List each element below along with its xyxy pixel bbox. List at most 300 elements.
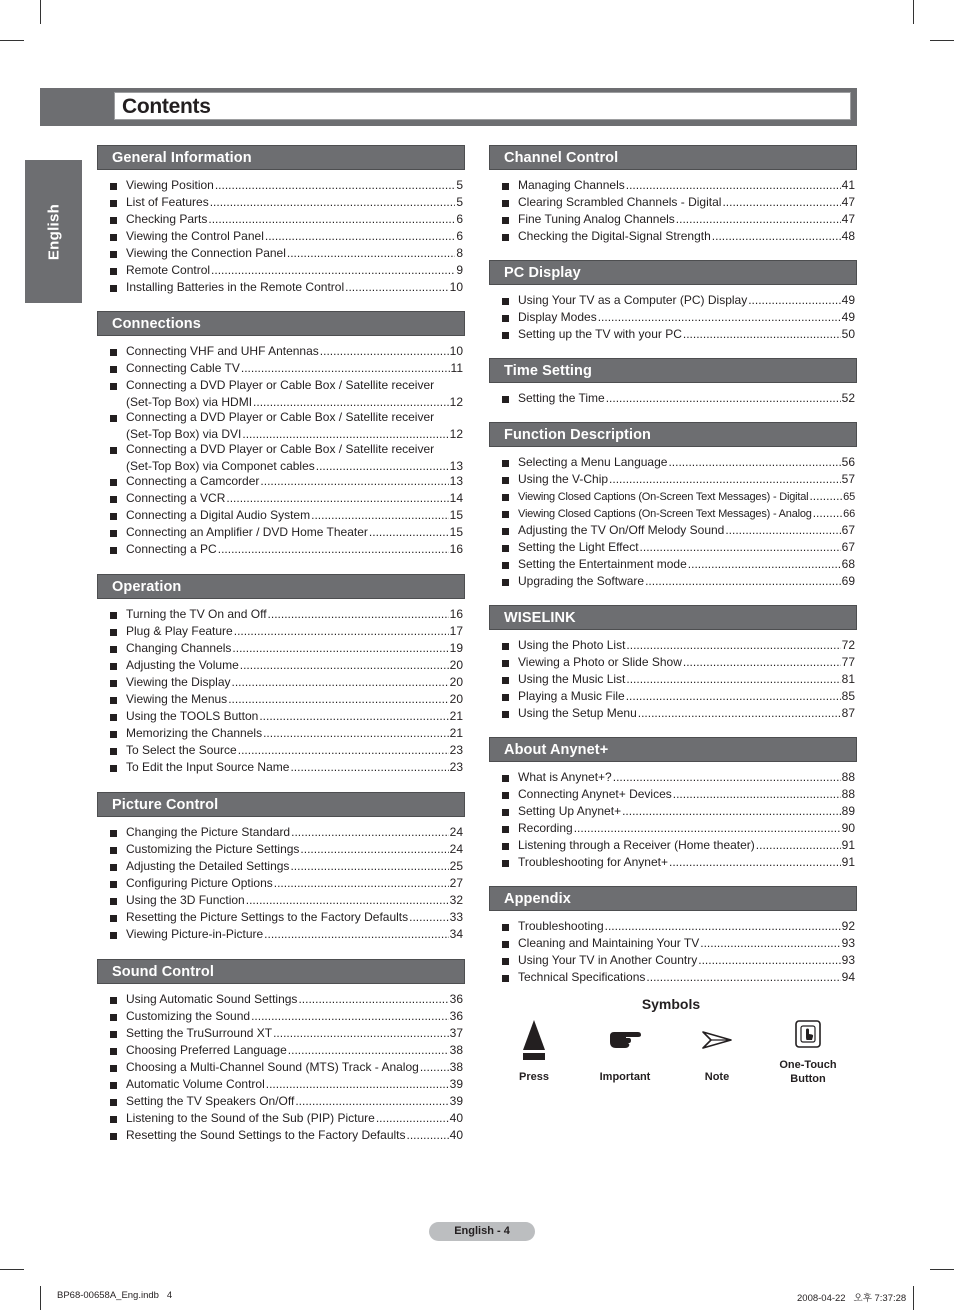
toc-entry[interactable]: [489, 471, 857, 488]
toc-entry-page-number: 57: [841, 472, 855, 486]
dot-leader: [273, 1025, 449, 1042]
toc-entry[interactable]: [97, 245, 465, 262]
toc-entry[interactable]: [97, 343, 465, 360]
toc-entry-page-number: 85: [841, 689, 855, 703]
toc-entry[interactable]: [489, 786, 857, 803]
toc-entry-page-number: 48: [841, 229, 855, 243]
toc-section: [489, 358, 857, 407]
toc-entry-title: Connecting a VCR: [126, 491, 226, 505]
toc-entry-title: Clearing Scrambled Channels - Digital: [518, 195, 722, 209]
press-arrow-icon: [494, 1018, 574, 1062]
toc-entry-title: Configuring Picture Options: [126, 876, 273, 890]
dot-leader: [688, 556, 841, 573]
toc-entry-title: Connecting an Amplifier / DVD Home Theater: [126, 525, 368, 539]
toc-entry[interactable]: [489, 688, 857, 705]
toc-entry-title: Setting the Entertainment mode: [518, 557, 687, 571]
page-title-bar: [40, 88, 857, 126]
toc-entry[interactable]: [97, 674, 465, 691]
toc-entry-row: [518, 194, 855, 211]
toc-entry-page-number: 77: [841, 655, 855, 669]
toc-entry-page-number: 13: [449, 459, 463, 473]
toc-entry-page-number: 68: [841, 557, 855, 571]
toc-entry-row: [126, 507, 463, 524]
toc-entry-title: Using Your TV in Another Country: [518, 953, 698, 967]
toc-entry-row: [518, 952, 855, 969]
toc-entry-page-number: 39: [449, 1094, 463, 1108]
toc-entry[interactable]: [97, 892, 465, 909]
dot-leader: [226, 490, 448, 507]
toc-entry[interactable]: [489, 309, 857, 326]
toc-entry[interactable]: [489, 326, 857, 343]
toc-section: [97, 145, 465, 296]
dot-leader: [646, 969, 840, 986]
toc-entry-title: Listening to the Sound of the Sub (PIP) Picture: [126, 1111, 375, 1125]
crop-mark: [930, 40, 954, 41]
toc-right-column: [489, 145, 857, 986]
toc-entry-page-number: 91: [841, 838, 855, 852]
toc-entry[interactable]: [489, 505, 857, 522]
toc-entry-title: Selecting a Menu Language: [518, 455, 668, 469]
toc-entry-row: [126, 245, 463, 262]
toc-entry[interactable]: [97, 1059, 465, 1076]
toc-entry-page-number: 69: [841, 574, 855, 588]
toc-entry[interactable]: [489, 918, 857, 935]
toc-entry[interactable]: [97, 211, 465, 228]
toc-entry-title: Display Modes: [518, 310, 597, 324]
toc-entry-row: [126, 524, 463, 541]
dot-leader: [288, 1042, 449, 1059]
toc-entry[interactable]: [97, 623, 465, 640]
toc-entry-title-line: Connecting a DVD Player or Cable Box / Satellite receiver: [126, 410, 435, 424]
section-heading: Appendix: [489, 886, 857, 911]
symbol-note-label: Note: [704, 1071, 730, 1083]
toc-entry[interactable]: [97, 1025, 465, 1042]
toc-entry[interactable]: [97, 691, 465, 708]
toc-entry-page-number: 25: [449, 859, 463, 873]
toc-entry-title: What is Anynet+?: [518, 770, 612, 784]
toc-entry-title: Viewing Picture-in-Picture: [126, 927, 264, 941]
dot-leader: [268, 606, 449, 623]
toc-entry-page-number: 93: [841, 936, 855, 950]
toc-entry-page-number: 9: [456, 263, 463, 277]
toc-entry[interactable]: [489, 573, 857, 590]
dot-leader: [295, 1093, 448, 1110]
toc-entry[interactable]: [97, 360, 465, 377]
toc-entry[interactable]: [489, 769, 857, 786]
symbol-note: [677, 1018, 757, 1084]
toc-entry-page-number: 20: [449, 675, 463, 689]
toc-entry[interactable]: [97, 926, 465, 943]
toc-entry-title: Using the Setup Menu: [518, 706, 637, 720]
toc-entry-page-number: 20: [449, 658, 463, 672]
toc-entry-title: Checking Parts: [126, 212, 208, 226]
dot-leader: [748, 292, 840, 309]
toc-entry-page-number: 47: [841, 212, 855, 226]
toc-entry[interactable]: [97, 194, 465, 211]
toc-entry-row: [518, 326, 855, 343]
toc-entry-title: Resetting the Sound Settings to the Factory Defaults: [126, 1128, 406, 1142]
toc-entry-title: List of Features: [126, 195, 209, 209]
dot-leader: [683, 326, 841, 343]
toc-entry[interactable]: [97, 841, 465, 858]
toc-entry-row: [518, 854, 855, 871]
toc-entry[interactable]: [489, 705, 857, 722]
toc-entry[interactable]: [489, 969, 857, 986]
toc-entry-title: Adjusting the Volume: [126, 658, 239, 672]
toc-entry-row: [518, 471, 855, 488]
toc-entry-row: [126, 1042, 463, 1059]
toc-entry[interactable]: [489, 854, 857, 871]
toc-entry-title: Plug & Play Feature: [126, 624, 233, 638]
toc-entry[interactable]: [489, 637, 857, 654]
toc-entry-row: [518, 522, 855, 539]
toc-entry-row: [126, 1025, 463, 1042]
dot-leader: [626, 177, 841, 194]
dot-leader: [638, 705, 841, 722]
toc-entry[interactable]: [97, 708, 465, 725]
toc-entry-page-number: 91: [841, 855, 855, 869]
toc-entry-page-number: 36: [449, 992, 463, 1006]
crop-mark: [0, 40, 24, 41]
toc-entry-title: Adjusting the Detailed Settings: [126, 859, 290, 873]
toc-entry-title: Cleaning and Maintaining Your TV: [518, 936, 700, 950]
toc-entry-title: Setting the Time: [518, 391, 605, 405]
toc-entry-title: Connecting a Digital Audio System: [126, 508, 311, 522]
toc-entry[interactable]: [97, 759, 465, 776]
toc-entry-row: [518, 539, 855, 556]
toc-entry-row: [518, 705, 855, 722]
toc-entry-page-number: 6: [456, 229, 463, 243]
dot-leader: [626, 671, 840, 688]
toc-entry[interactable]: [97, 1042, 465, 1059]
toc-entry[interactable]: [489, 522, 857, 539]
toc-entry[interactable]: [97, 991, 465, 1008]
dot-leader: [208, 211, 455, 228]
toc-entry-row: [126, 991, 463, 1008]
toc-entry[interactable]: [489, 837, 857, 854]
toc-entry-title: To Select the Source: [126, 743, 237, 757]
section-heading: About Anynet+: [489, 737, 857, 762]
toc-entry-title: Using the TOOLS Button: [126, 709, 259, 723]
toc-entry[interactable]: [97, 1110, 465, 1127]
toc-section: [97, 959, 465, 1144]
toc-entry[interactable]: [97, 1127, 465, 1144]
dot-leader: [809, 488, 842, 505]
toc-entry-title: Changing the Picture Standard: [126, 825, 291, 839]
toc-entry[interactable]: [97, 377, 465, 409]
symbol-one-touch-label: One-Touch Button: [779, 1059, 837, 1085]
toc-entry[interactable]: [97, 1076, 465, 1093]
toc-entry-row: [126, 875, 463, 892]
section-heading: Connections: [97, 311, 465, 336]
toc-entry-title: Fine Tuning Analog Channels: [518, 212, 675, 226]
toc-entry[interactable]: [97, 441, 465, 473]
toc-entry[interactable]: [97, 473, 465, 490]
toc-entry-page-number: 40: [449, 1128, 463, 1142]
dot-leader: [260, 473, 448, 490]
dot-leader: [290, 858, 448, 875]
dot-leader: [232, 640, 448, 657]
toc-entry-row: [126, 490, 463, 507]
toc-entry-title: Viewing Closed Captions (On-Screen Text Messages) - Analog: [518, 508, 812, 520]
toc-entry[interactable]: [489, 671, 857, 688]
toc-entry-page-number: 38: [449, 1043, 463, 1057]
toc-entry[interactable]: [97, 279, 465, 296]
toc-entry[interactable]: [489, 211, 857, 228]
section-entries: [97, 817, 465, 943]
toc-entry-title: Using the 3D Function: [126, 893, 245, 907]
toc-entry-title: Choosing Preferred Language: [126, 1043, 287, 1057]
dot-leader: [259, 708, 448, 725]
toc-entry-row: [126, 1110, 463, 1127]
symbol-press: [494, 1018, 574, 1084]
toc-entry-title: Setting up the TV with your PC: [518, 327, 682, 341]
toc-entry-title: Customizing the Sound: [126, 1009, 251, 1023]
toc-entry[interactable]: [97, 524, 465, 541]
toc-entry[interactable]: [489, 390, 857, 407]
dot-leader: [264, 926, 448, 943]
toc-entry-title: Setting the TruSurround XT: [126, 1026, 273, 1040]
toc-entry-page-number: 10: [449, 280, 463, 294]
toc-entry[interactable]: [97, 409, 465, 441]
section-entries: [489, 630, 857, 722]
toc-entry[interactable]: [97, 1093, 465, 1110]
toc-entry-row: [126, 725, 463, 742]
crop-mark: [930, 1269, 954, 1270]
toc-entry-page-number: 47: [841, 195, 855, 209]
toc-entry-title: Checking the Digital-Signal Strength: [518, 229, 711, 243]
dot-leader: [240, 657, 449, 674]
toc-entry[interactable]: [97, 909, 465, 926]
toc-entry[interactable]: [97, 1008, 465, 1025]
toc-entry-page-number: 67: [841, 540, 855, 554]
toc-entry-page-number: 34: [449, 927, 463, 941]
section-heading: PC Display: [489, 260, 857, 285]
toc-entry[interactable]: [97, 742, 465, 759]
toc-entry[interactable]: [489, 935, 857, 952]
toc-entry-row: [126, 606, 463, 623]
toc-entry-title: (Set-Top Box) via DVI: [126, 427, 242, 441]
toc-entry-row: [518, 556, 855, 573]
section-heading: Sound Control: [97, 959, 465, 984]
toc-entry[interactable]: [489, 539, 857, 556]
toc-entry[interactable]: [97, 824, 465, 841]
toc-entry-title: Viewing a Photo or Slide Show: [518, 655, 682, 669]
toc-entry-page-number: 90: [841, 821, 855, 835]
toc-entry-title: Using Automatic Sound Settings: [126, 992, 298, 1006]
dot-leader: [215, 177, 455, 194]
toc-entry-title: Listening through a Receiver (Home theater): [518, 838, 755, 852]
toc-entry-page-number: 37: [449, 1026, 463, 1040]
dot-leader: [238, 742, 449, 759]
toc-section: [97, 792, 465, 943]
dot-leader: [287, 245, 455, 262]
toc-entry-title: Customizing the Picture Settings: [126, 842, 300, 856]
crop-mark: [913, 1286, 914, 1310]
toc-entry-page-number: 27: [449, 876, 463, 890]
toc-entry[interactable]: [489, 556, 857, 573]
dot-leader: [407, 1127, 449, 1144]
section-heading: Channel Control: [489, 145, 857, 170]
toc-entry-title: Using the V-Chip: [518, 472, 609, 486]
toc-entry-page-number: 32: [449, 893, 463, 907]
toc-entry-row: [126, 228, 463, 245]
toc-entry-row: [518, 573, 855, 590]
toc-entry[interactable]: [97, 490, 465, 507]
toc-entry-title: Troubleshooting for Anynet+: [518, 855, 668, 869]
toc-entry[interactable]: [489, 194, 857, 211]
dot-leader: [676, 211, 841, 228]
toc-entry-row: [518, 786, 855, 803]
toc-entry-title: Connecting Cable TV: [126, 361, 240, 375]
toc-entry-page-number: 21: [449, 726, 463, 740]
toc-entry-row: [126, 759, 463, 776]
toc-entry-row: [518, 769, 855, 786]
toc-entry-title: Technical Specifications: [518, 970, 646, 984]
toc-entry-title: Viewing the Display: [126, 675, 231, 689]
toc-entry[interactable]: [489, 803, 857, 820]
toc-entry[interactable]: [97, 262, 465, 279]
crop-mark: [40, 1286, 41, 1310]
toc-entry-row: [518, 918, 855, 935]
toc-entry[interactable]: [489, 820, 857, 837]
dot-leader: [246, 892, 449, 909]
crop-mark: [40, 0, 41, 24]
toc-entry-page-number: 13: [449, 474, 463, 488]
toc-entry-page-number: 92: [841, 919, 855, 933]
toc-entry[interactable]: [489, 292, 857, 309]
toc-entry[interactable]: [97, 541, 465, 558]
dot-leader: [574, 820, 841, 837]
toc-entry-row: [518, 454, 855, 471]
toc-entry[interactable]: [97, 875, 465, 892]
section-heading: Function Description: [489, 422, 857, 447]
toc-entry-page-number: 38: [449, 1060, 463, 1074]
section-entries: [97, 984, 465, 1144]
toc-entry-row: [518, 671, 855, 688]
section-entries: [97, 170, 465, 296]
toc-entry-row: [518, 837, 855, 854]
toc-entry[interactable]: [489, 952, 857, 969]
dot-leader: [622, 803, 841, 820]
toc-entry-page-number: 87: [841, 706, 855, 720]
toc-entry-page-number: 16: [449, 607, 463, 621]
toc-entry-row: [518, 177, 855, 194]
dot-leader: [420, 1059, 449, 1076]
symbol-press-label: Press: [519, 1071, 549, 1083]
toc-entry-row: [126, 473, 463, 490]
dot-leader: [605, 918, 841, 935]
toc-entry-page-number: 10: [449, 344, 463, 358]
toc-entry-page-number: 89: [841, 804, 855, 818]
toc-entry-title: Playing a Music File: [518, 689, 625, 703]
dot-leader: [626, 688, 841, 705]
section-entries: [97, 599, 465, 776]
toc-entry[interactable]: [489, 177, 857, 194]
dot-leader: [311, 507, 449, 524]
toc-entry[interactable]: [97, 606, 465, 623]
toc-entry-row: [126, 824, 463, 841]
toc-entry[interactable]: [97, 177, 465, 194]
dot-leader: [645, 573, 841, 590]
section-heading: WISELINK: [489, 605, 857, 630]
symbols-legend: [489, 996, 857, 1096]
toc-entry[interactable]: [97, 858, 465, 875]
toc-entry-row: [126, 691, 463, 708]
toc-entry-page-number: 24: [449, 842, 463, 856]
toc-entry-page-number: 12: [449, 395, 463, 409]
dot-leader: [609, 471, 841, 488]
toc-entry-title: Using the Photo List: [518, 638, 626, 652]
toc-entry-title: Turning the TV On and Off: [126, 607, 267, 621]
language-side-tab-label: English: [45, 203, 62, 260]
toc-entry-page-number: 67: [841, 523, 855, 537]
toc-entry[interactable]: [97, 657, 465, 674]
toc-section: [489, 260, 857, 343]
toc-entry-row: [126, 1127, 463, 1144]
section-entries: [489, 911, 857, 986]
toc-entry-title: To Edit the Input Source Name: [126, 760, 290, 774]
toc-entry-page-number: 41: [841, 178, 855, 192]
toc-entry[interactable]: [489, 654, 857, 671]
toc-entry-row: [518, 654, 855, 671]
toc-entry[interactable]: [97, 725, 465, 742]
toc-entry-row: [126, 1008, 463, 1025]
toc-entry[interactable]: [97, 640, 465, 657]
toc-entry[interactable]: [489, 454, 857, 471]
pointing-hand-icon: [585, 1018, 665, 1062]
toc-entry-row: [126, 640, 463, 657]
section-entries: [489, 447, 857, 590]
toc-entry-row: [518, 211, 855, 228]
toc-entry[interactable]: [489, 488, 857, 505]
page-title-box: [114, 92, 851, 120]
dot-leader: [700, 935, 840, 952]
toc-entry-row: [518, 935, 855, 952]
language-side-tab: [25, 160, 82, 303]
toc-entry-page-number: 11: [450, 361, 463, 375]
toc-entry[interactable]: [489, 228, 857, 245]
toc-entry-row: [518, 505, 855, 523]
toc-entry-row: [126, 858, 463, 875]
toc-entry[interactable]: [97, 228, 465, 245]
toc-entry-title: Upgrading the Software: [518, 574, 645, 588]
toc-entry[interactable]: [97, 507, 465, 524]
toc-entry-title: Setting the Light Effect: [518, 540, 639, 554]
toc-entry-title: Changing Channels: [126, 641, 232, 655]
dot-leader: [369, 524, 449, 541]
toc-entry-row: [126, 892, 463, 909]
dot-leader: [626, 637, 840, 654]
toc-entry-page-number: 15: [449, 508, 463, 522]
toc-entry-row: [126, 674, 463, 691]
dot-leader: [598, 309, 841, 326]
toc-entry-page-number: 94: [841, 970, 855, 984]
toc-section: [489, 605, 857, 722]
toc-entry-title: Adjusting the TV On/Off Melody Sound: [518, 523, 725, 537]
print-file-info: BP68-00658A_Eng.indb 4: [57, 1290, 173, 1301]
toc-entry-title: Troubleshooting: [518, 919, 604, 933]
dot-leader: [376, 1110, 449, 1127]
toc-entry-page-number: 8: [456, 246, 463, 260]
toc-entry-row: [518, 820, 855, 837]
dot-leader: [813, 505, 842, 522]
toc-entry-page-number: 24: [449, 825, 463, 839]
toc-entry-page-number: 6: [456, 212, 463, 226]
dot-leader: [669, 854, 841, 871]
crop-mark: [913, 0, 914, 24]
toc-entry-page-number: 36: [449, 1009, 463, 1023]
